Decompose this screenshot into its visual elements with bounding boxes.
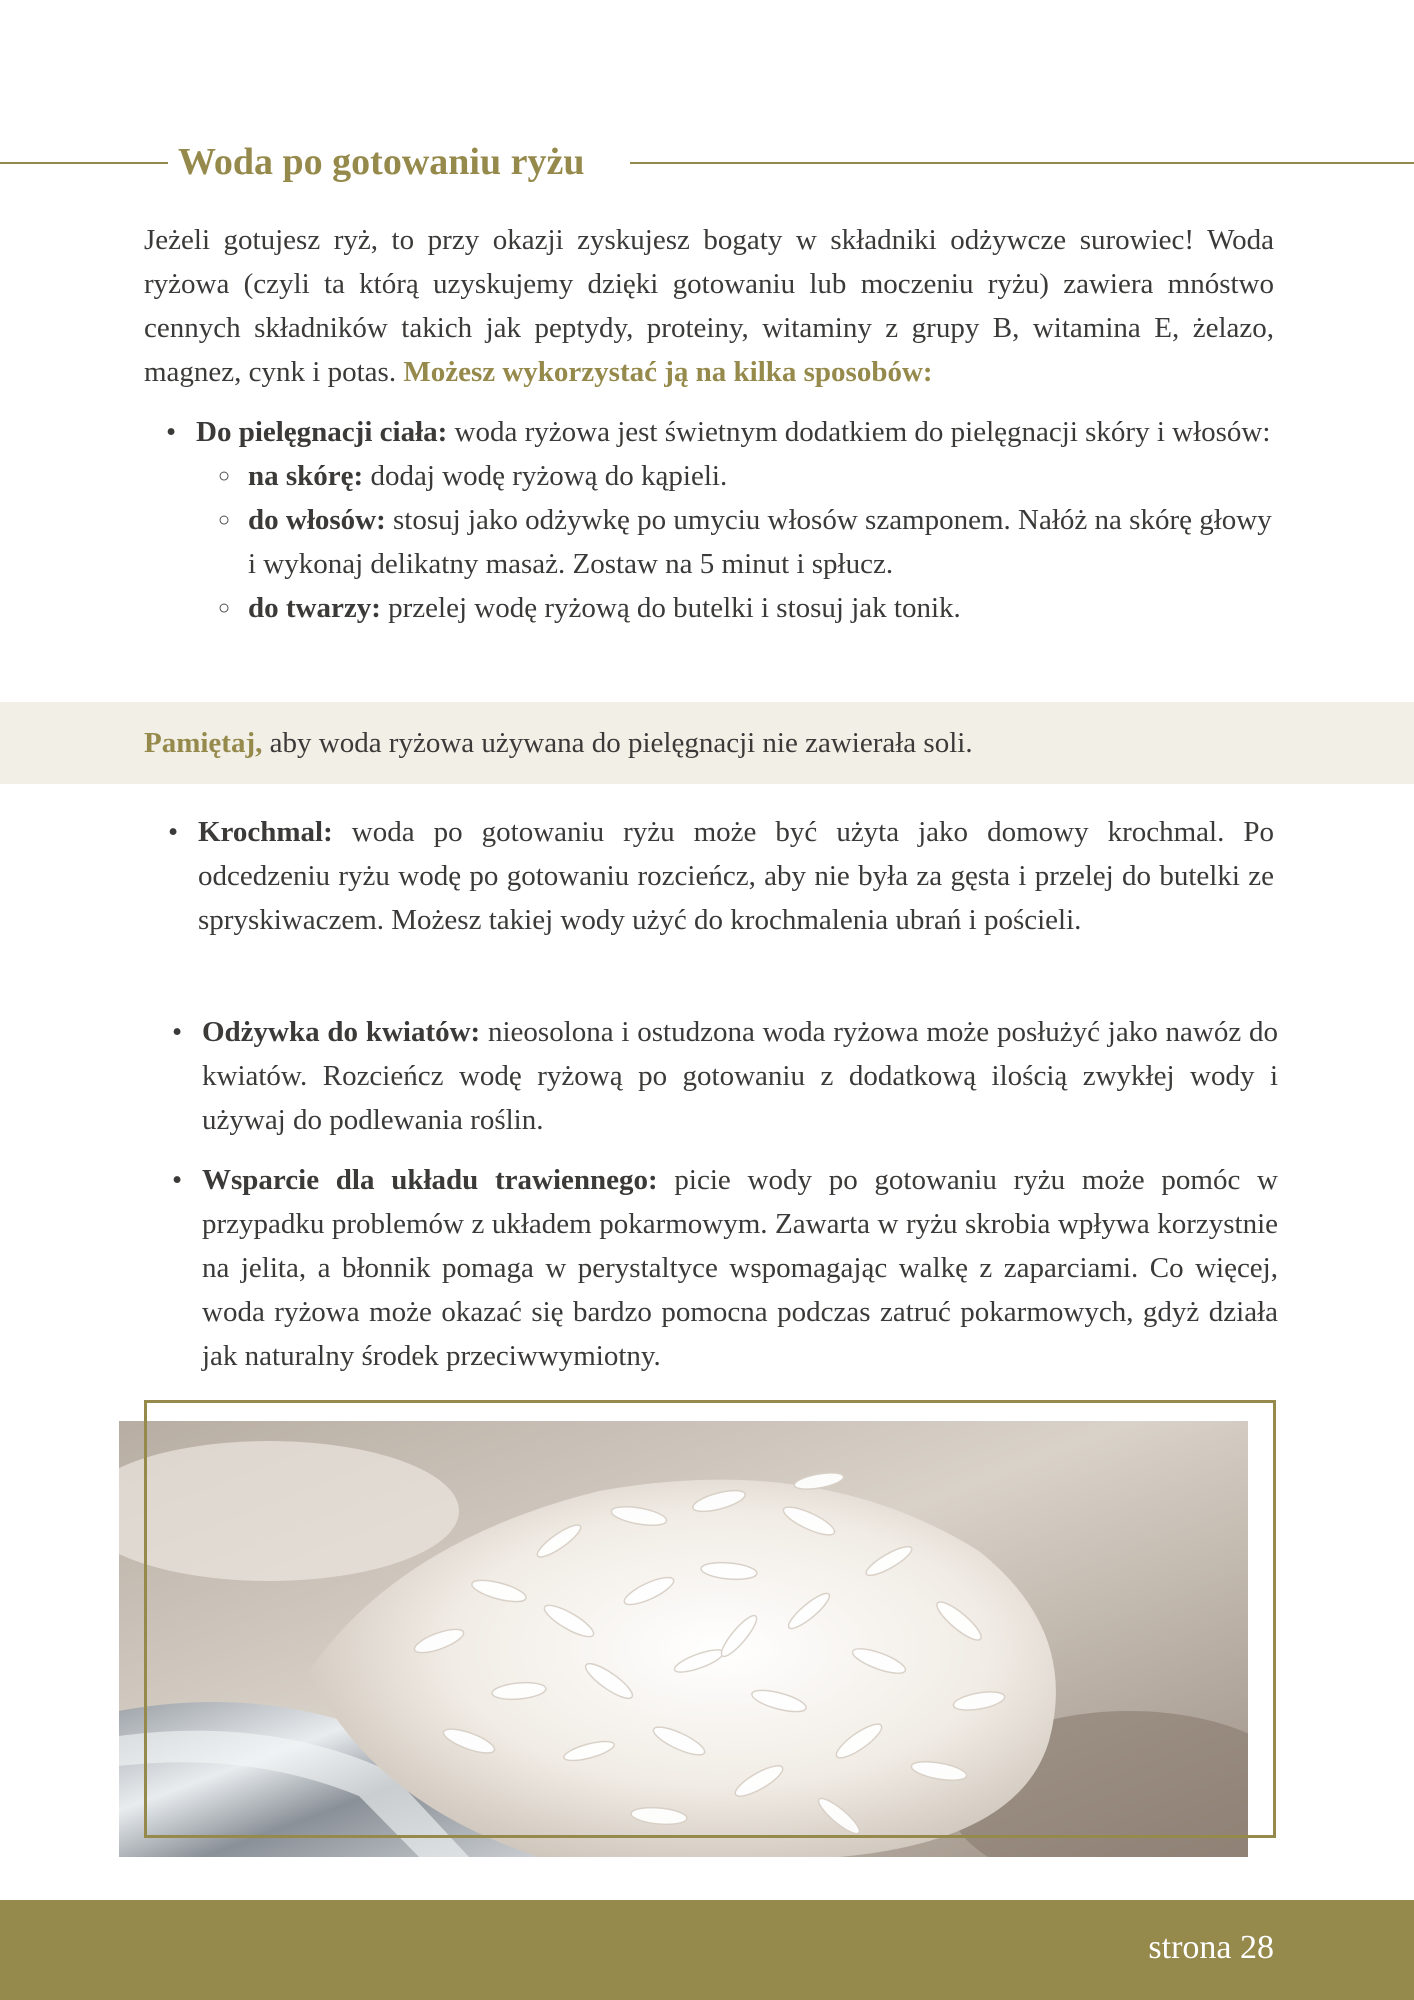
page-number: strona 28 bbox=[1148, 1929, 1274, 1966]
subitem-label: na skórę: bbox=[248, 460, 364, 492]
item-label: Do pielęgnacji ciała: bbox=[196, 416, 448, 448]
reminder-body: aby woda ryżowa używana do pielęgnacji nie zawierała soli. bbox=[262, 727, 973, 759]
list-item-digestion bbox=[172, 1158, 1278, 1378]
rice-photo bbox=[119, 1421, 1248, 1857]
reminder-note bbox=[0, 702, 1414, 784]
title-rule-right bbox=[630, 162, 1414, 164]
sublist-item-hair bbox=[218, 498, 1274, 586]
sublist-item-face bbox=[218, 586, 1274, 630]
subitem-text: przelej wodę ryżową do butelki i stosuj jak tonik. bbox=[380, 592, 961, 624]
item-label: Wsparcie dla układu trawiennego: bbox=[202, 1164, 658, 1196]
bullet-icon: • bbox=[168, 816, 179, 848]
page-footer bbox=[0, 1900, 1414, 2000]
reminder-highlight: Pamiętaj, bbox=[144, 727, 263, 759]
uses-list bbox=[172, 1010, 1278, 1378]
intro-highlight: Możesz wykorzystać ją na kilka sposobów: bbox=[403, 356, 933, 388]
intro-text: Jeżeli gotujesz ryż, to przy okazji zyskujesz bogaty w składniki odżywcze surowiec! Woda ryżowa (czyli ta którą uzyskujemy dzięki gotowaniu lub moczeniu ryżu) zawiera mnóstwo cennych składników takich jak peptydy, proteiny, witaminy z grupy B, witamina E, żelazo, magnez, cynk i potas. bbox=[144, 224, 1274, 388]
item-text: woda ryżowa jest świetnym dodatkiem do pielęgnacji skóry i włosów: bbox=[447, 416, 1271, 448]
starch-list bbox=[168, 810, 1274, 942]
section-header bbox=[0, 136, 1414, 188]
bullet-icon: • bbox=[172, 1016, 183, 1048]
bullet-icon: • bbox=[166, 416, 177, 448]
sublist-item-skin bbox=[218, 454, 1274, 498]
body-care-list bbox=[166, 410, 1274, 630]
item-label: Krochmal: bbox=[198, 816, 333, 848]
rice-spoon-illustration bbox=[119, 1421, 1248, 1857]
list-item-body-care bbox=[166, 410, 1274, 630]
circle-bullet-icon: ○ bbox=[218, 509, 231, 531]
subitem-text: stosuj jako odżywkę po umyciu włosów szamponem. Nałóż na skórę głowy i wykonaj delikatny masaż. Zostaw na 5 minut i spłucz. bbox=[248, 504, 1272, 580]
item-text: nieosolona i ostudzona woda ryżowa może posłużyć jako nawóz do kwiatów. Rozcieńcz wodę ryżową po gotowaniu z dodatkową ilością zwykłej wody i używaj do podlewania roślin. bbox=[202, 1016, 1278, 1136]
item-text: picie wody po gotowaniu ryżu może pomóc w przypadku problemów z układem pokarmowym. Zawarta w ryżu skrobia wpływa korzystnie na jelita, a błonnik pomaga w perystaltyce wspomagając walkę z zaparciami. Co więcej, woda ryżowa może okazać się bardzo pomocna podczas zatruć pokarmowych, gdyż działa jak naturalny środek przeciwwymiotny. bbox=[202, 1164, 1278, 1372]
circle-bullet-icon: ○ bbox=[218, 465, 231, 487]
subitem-label: do włosów: bbox=[248, 504, 386, 536]
list-item-starch bbox=[168, 810, 1274, 942]
list-item-plant-fertilizer bbox=[172, 1010, 1278, 1142]
subitem-label: do twarzy: bbox=[248, 592, 381, 624]
page-title: Woda po gotowaniu ryżu bbox=[178, 141, 585, 183]
bullet-icon: • bbox=[172, 1164, 183, 1196]
subitem-text: dodaj wodę ryżową do kąpieli. bbox=[363, 460, 728, 492]
item-label: Odżywka do kwiatów: bbox=[202, 1016, 481, 1048]
item-text: woda po gotowaniu ryżu może być użyta jako domowy krochmal. Po odcedzeniu ryżu wodę po gotowaniu rozcieńcz, aby nie była za gęsta i przelej do butelki ze spryskiwaczem. Możesz takiej wody użyć do krochmalenia ubrań i pościeli. bbox=[198, 816, 1274, 936]
title-rule-left bbox=[0, 162, 168, 164]
reminder-text bbox=[144, 721, 973, 765]
intro-paragraph bbox=[144, 218, 1274, 394]
circle-bullet-icon: ○ bbox=[218, 597, 231, 619]
body-care-sublist bbox=[196, 454, 1274, 630]
